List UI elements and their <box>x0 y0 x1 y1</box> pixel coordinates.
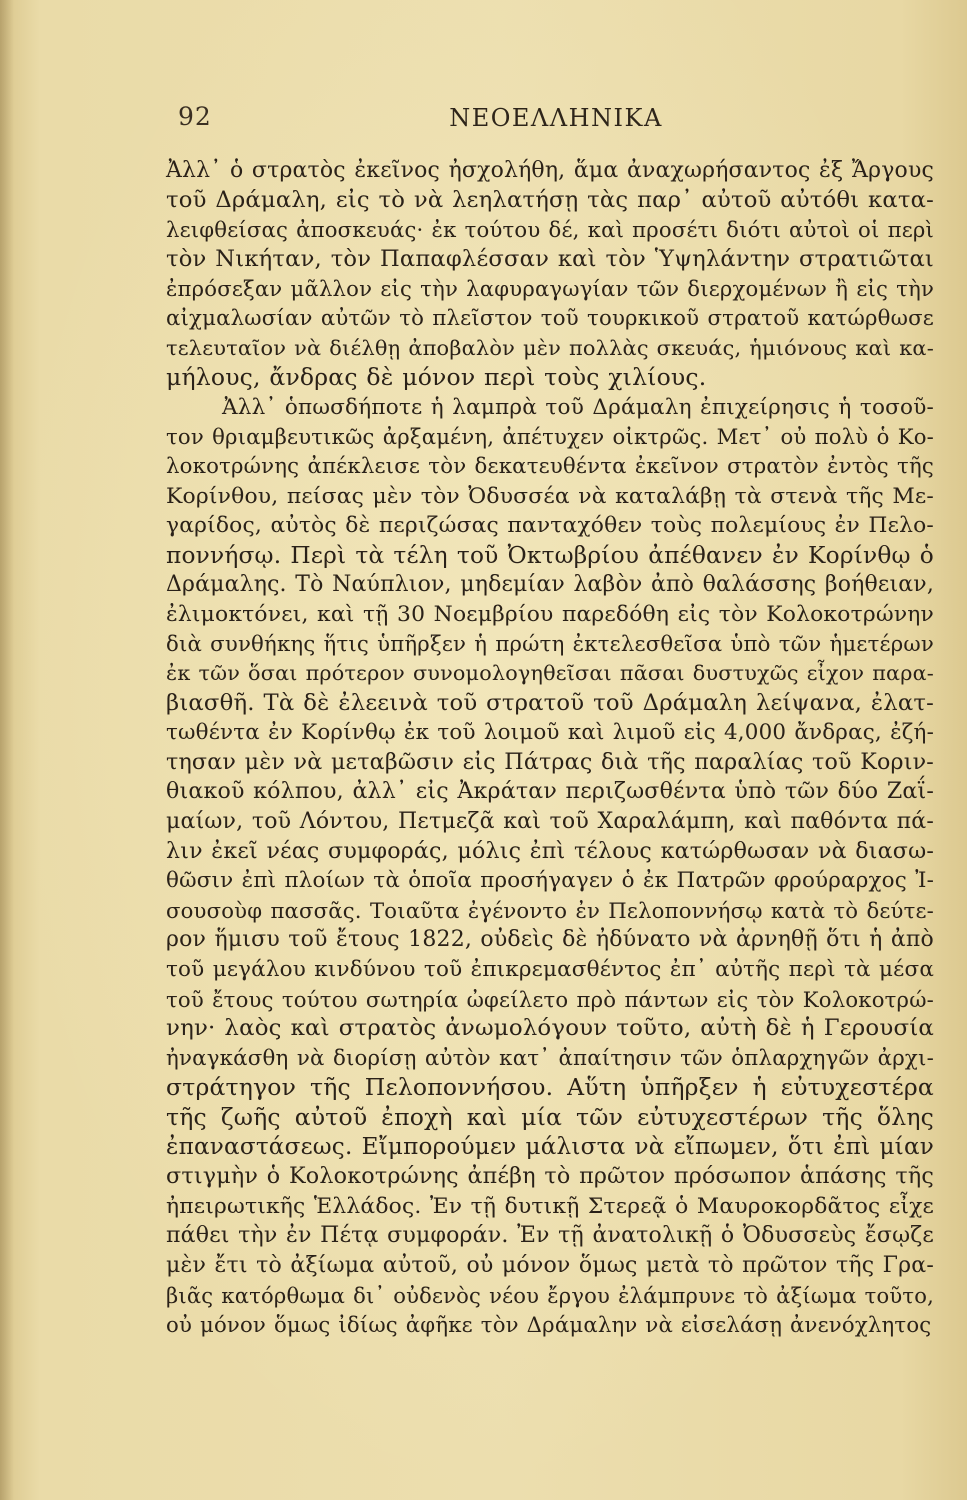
text-line: ἐκ τῶν ὅσαι πρότερον συνομολογηθεῖσαι πᾶσαι δυστυχῶς εἶχον παρα- <box>166 661 934 686</box>
text-line: Κορίνθου, πείσας μὲν τὸν Ὀδυσσέα νὰ καταλάβῃ τὰ στενὰ τῆς Με- <box>166 483 934 509</box>
paragraph <box>166 393 934 1340</box>
text-line: βιᾶς κατόρθωμα δι᾽ οὐδενὸς νέου ἔργου ἐλάμπρυνε τὸ ἀξίωμα τοῦτο, <box>166 1282 934 1308</box>
text-line: λειφθείσας ἀποσκευάς· ἐκ τούτου δέ, καὶ προσέτι διότι αὐτοὶ οἱ περὶ <box>166 217 934 243</box>
text-line: τον θριαμβευτικῶς ἀρξαμένη, ἀπέτυχεν οἰκτρῶς. Μετ᾽ οὐ πολὺ ὁ Κο- <box>166 424 934 450</box>
page-number: 92 <box>178 102 212 131</box>
text-line: λοκοτρώνης ἀπέκλεισε τὸν δεκατευθέντα ἐκεῖνον στρατὸν ἐντὸς τῆς <box>166 453 934 479</box>
text-line: λιν ἐκεῖ νέας συμφοράς, μόλις ἐπὶ τέλους κατώρθωσαν νὰ διασω- <box>166 837 934 864</box>
text-line: ἐπαναστάσεως. Εἴμπορούμεν μάλιστα νὰ εἴπωμεν, ὅτι ἐπὶ μίαν <box>166 1133 934 1160</box>
text-line: τωθέντα ἐν Κορίνθῳ ἐκ τοῦ λοιμοῦ καὶ λιμοῦ εἰς 4,000 ἄνδρας, ἐζή- <box>166 720 934 746</box>
text-line: ἐπρόσεξαν μᾶλλον εἰς τὴν λαφυραγωγίαν τῶν διερχομένων ἢ εἰς τὴν <box>166 276 934 302</box>
text-line: ποννήσῳ. Περὶ τὰ τέλη τοῦ Ὀκτωβρίου ἀπέθανεν ἐν Κορίνθῳ ὁ <box>166 541 934 569</box>
text-line: θῶσιν ἐπὶ πλοίων τὰ ὁποῖα προσήγαγεν ὁ ἐκ Πατρῶν φρούραρχος Ἰ- <box>166 868 934 894</box>
text-line: Ἀλλ᾽ ὁπωσδήποτε ἡ λαμπρὰ τοῦ Δράμαλη ἐπιχείρησις ἡ τοσοῦ- <box>222 394 934 420</box>
text-line: μαίων, τοῦ Λόντου, Πετμεζᾶ καὶ τοῦ Χαραλάμπη, καὶ παθόντα πά- <box>166 809 934 835</box>
running-title: ΝΕΟΕΛΛΗΝΙΚΑ <box>449 104 663 132</box>
text-line: τοῦ ἔτους τούτου σωτηρία ὠφείλετο πρὸ πάντων εἰς τὸν Κολοκοτρώ- <box>166 986 934 1012</box>
body-text <box>166 156 934 1340</box>
text-line: τοῦ Δράμαλη, εἰς τὸ νὰ λεηλατήσῃ τὰς παρ᾽ αὐτοῦ αὐτόθι κατα- <box>166 186 934 213</box>
text-line: ἐλιμοκτόνει, καὶ τῇ 30 Νοεμβρίου παρεδόθη εἰς τὸν Κολοκοτρώνην <box>166 601 934 627</box>
text-line: αἰχμαλωσίαν αὐτῶν τὸ πλεῖστον τοῦ τουρκικοῦ στρατοῦ κατώρθωσε <box>166 305 934 331</box>
text-line: τοῦ μεγάλου κινδύνου τοῦ ἐπικρεμασθέντος ἐπ᾽ αὐτῆς περὶ τὰ μέσα <box>166 957 934 983</box>
text-line: θιακοῦ κόλπου, ἀλλ᾽ εἰς Ἀκράταν περιζωσθέντα ὑπὸ τῶν δύο Ζαΐ- <box>166 779 934 805</box>
text-line: τησαν μὲν νὰ μεταβῶσιν εἰς Πάτρας διὰ τῆς παραλίας τοῦ Κοριν- <box>166 748 934 775</box>
text-line: στιγμὴν ὁ Κολοκοτρώνης ἀπέβη τὸ πρῶτον πρόσωπον ἁπάσης τῆς <box>166 1163 934 1190</box>
spine-shadow <box>0 0 14 1500</box>
text-line: πάθει τὴν ἐν Πέτᾳ συμφοράν. Ἐν τῇ ἀνατολικῇ ὁ Ὀδυσσεὺς ἔσῳζε <box>166 1223 934 1249</box>
text-line: ἠπειρωτικῆς Ἑλλάδος. Ἐν τῇ δυτικῇ Στερεᾷ ὁ Μαυροκορδᾶτος εἶχε <box>166 1193 934 1219</box>
text-line: ἠναγκάσθη νὰ διορίσῃ αὐτὸν κατ᾽ ἀπαίτησιν τῶν ὁπλαρχηγῶν ἀρχι- <box>166 1045 934 1071</box>
text-line: ρον ἥμισυ τοῦ ἔτους 1822, οὐδεὶς δὲ ἠδύνατο νὰ ἀρνηθῇ ὅτι ἡ ἀπὸ <box>166 927 934 953</box>
page-header <box>178 102 934 142</box>
text-line: στράτηγον τῆς Πελοποννήσου. Αὕτη ὑπῆρξεν ἡ εὐτυχεστέρα <box>166 1073 934 1102</box>
text-line: μήλους, ἄνδρας δὲ μόνον περὶ τοὺς χιλίους. <box>166 363 707 392</box>
paragraph <box>166 156 934 393</box>
text-line: σουσοὺφ πασσᾶς. Τοιαῦτα ἐγένοντο ἐν Πελοποννήσῳ κατὰ τὸ δεύτε- <box>166 897 934 923</box>
text-line: μὲν ἔτι τὸ ἀξίωμα αὐτοῦ, οὐ μόνον ὅμως μετὰ τὸ πρῶτον τῆς Γρα- <box>166 1252 934 1278</box>
text-line: τῆς ζωῆς αὐτοῦ ἐποχὴ καὶ μία τῶν εὐτυχεστέρων τῆς ὅλης <box>166 1103 934 1131</box>
text-line: διὰ συνθήκης ἥτις ὑπῆρξεν ἡ πρώτη ἐκτελεσθεῖσα ὑπὸ τῶν ἡμετέρων <box>166 631 934 657</box>
text-line: Δράμαλης. Τὸ Ναύπλιον, μηδεμίαν λαβὸν ἀπὸ θαλάσσης βοήθειαν, <box>166 572 934 598</box>
text-line: γαρίδος, αὐτὸς δὲ περιζώσας πανταχόθεν τοὺς πολεμίους ἐν Πελο- <box>166 513 934 539</box>
text-line: νην· λαὸς καὶ στρατὸς ἀνωμολόγουν τοῦτο, αὐτὴ δὲ ἡ Γερουσία <box>166 1015 934 1042</box>
text-line: Ἀλλ᾽ ὁ στρατὸς ἐκεῖνος ἠσχολήθη, ἅμα ἀναχωρήσαντος ἐξ Ἄργους <box>166 158 934 183</box>
text-line: βιασθῆ. Τὰ δὲ ἐλεεινὰ τοῦ στρατοῦ τοῦ Δράμαλη λείψανα, ἐλατ- <box>166 689 934 716</box>
text-line: οὐ μόνον ὅμως ἰδίως ἀφῆκε τὸν Δράμαλην νὰ εἰσελάσῃ ἀνενόχλητος <box>166 1312 932 1338</box>
text-line: τὸν Νικήταν, τὸν Παπαφλέσσαν καὶ τὸν Ὑψηλάντην στρατιῶται <box>166 245 934 272</box>
text-line: τελευταῖον νὰ διέλθῃ ἀποβαλὸν μὲν πολλὰς σκευάς, ἡμιόνους καὶ κα- <box>166 335 934 360</box>
